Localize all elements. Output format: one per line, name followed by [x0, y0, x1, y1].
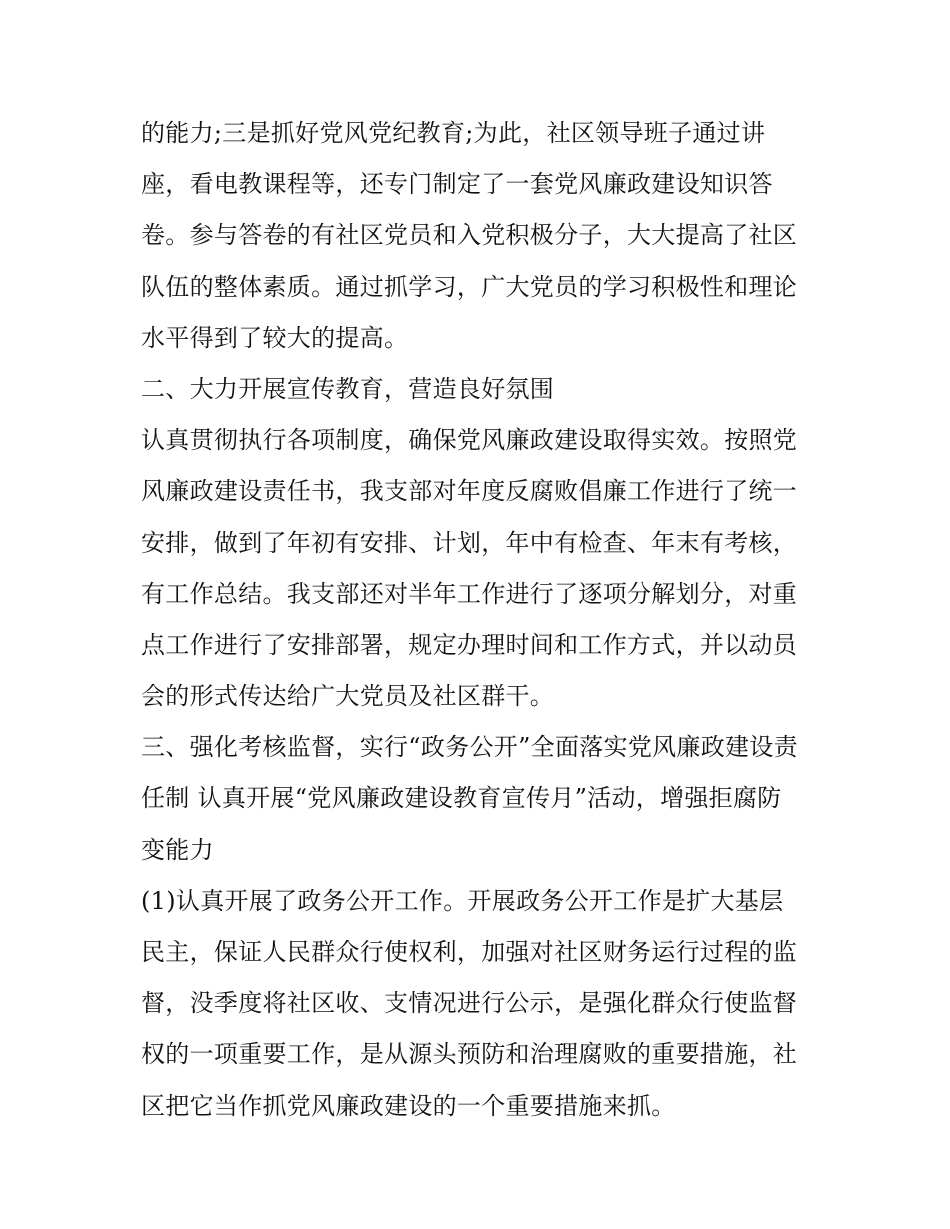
text-line: 队伍的整体素质。通过抓学习，广大党员的学习积极性和理论: [141, 272, 798, 301]
document-body: [141, 108, 821, 1132]
section-heading-3: 三、强化考核监督，实行“政务公开”全面落实党风廉政建设责: [141, 733, 798, 762]
text-line: 有工作总结。我支部还对半年工作进行了逐项分解划分，对重: [141, 579, 798, 608]
section-heading-3-cont: 变能力: [141, 835, 214, 864]
text-line: 座，看电教课程等，还专门制定了一套党风廉政建设知识答: [141, 170, 773, 199]
section-heading-3-cont: 任制 认真开展“党风廉政建设教育宣传月”活动，增强拒腐防: [141, 784, 782, 813]
text-line: 卷。参与答卷的有社区党员和入党积极分子，大大提高了社区: [141, 221, 798, 250]
text-line: 水平得到了较大的提高。: [141, 323, 409, 352]
text-line: 督，没季度将社区收、支情况进行公示，是强化群众行使监督: [141, 989, 798, 1018]
text-line: 权的一项重要工作，是从源头预防和治理腐败的重要措施，社: [141, 1040, 798, 1069]
text-line: (1)认真开展了政务公开工作。开展政务公开工作是扩大基层: [141, 886, 784, 915]
text-line: 民主，保证人民群众行使权利，加强对社区财务运行过程的监: [141, 938, 798, 966]
text-line: 的能力;三是抓好党风党纪教育;为此，社区领导班子通过讲: [141, 119, 766, 147]
section-heading-2: 二、大力开展宣传教育，营造良好氛围: [141, 374, 555, 403]
text-line: 区把它当作抓党风廉政建设的一个重要措施来抓。: [141, 1091, 676, 1120]
text-line: 风廉政建设责任书，我支部对年度反腐败倡廉工作进行了统一: [141, 477, 798, 506]
text-line: 会的形式传达给广大党员及社区群干。: [141, 682, 555, 711]
text-line: 安排，做到了年初有安排、计划，年中有检查、年末有考核，: [141, 528, 798, 557]
text-line: 认真贯彻执行各项制度，确保党风廉政建设取得实效。按照党: [141, 426, 798, 455]
text-line: 点工作进行了安排部署，规定办理时间和工作方式，并以动员: [141, 630, 798, 659]
